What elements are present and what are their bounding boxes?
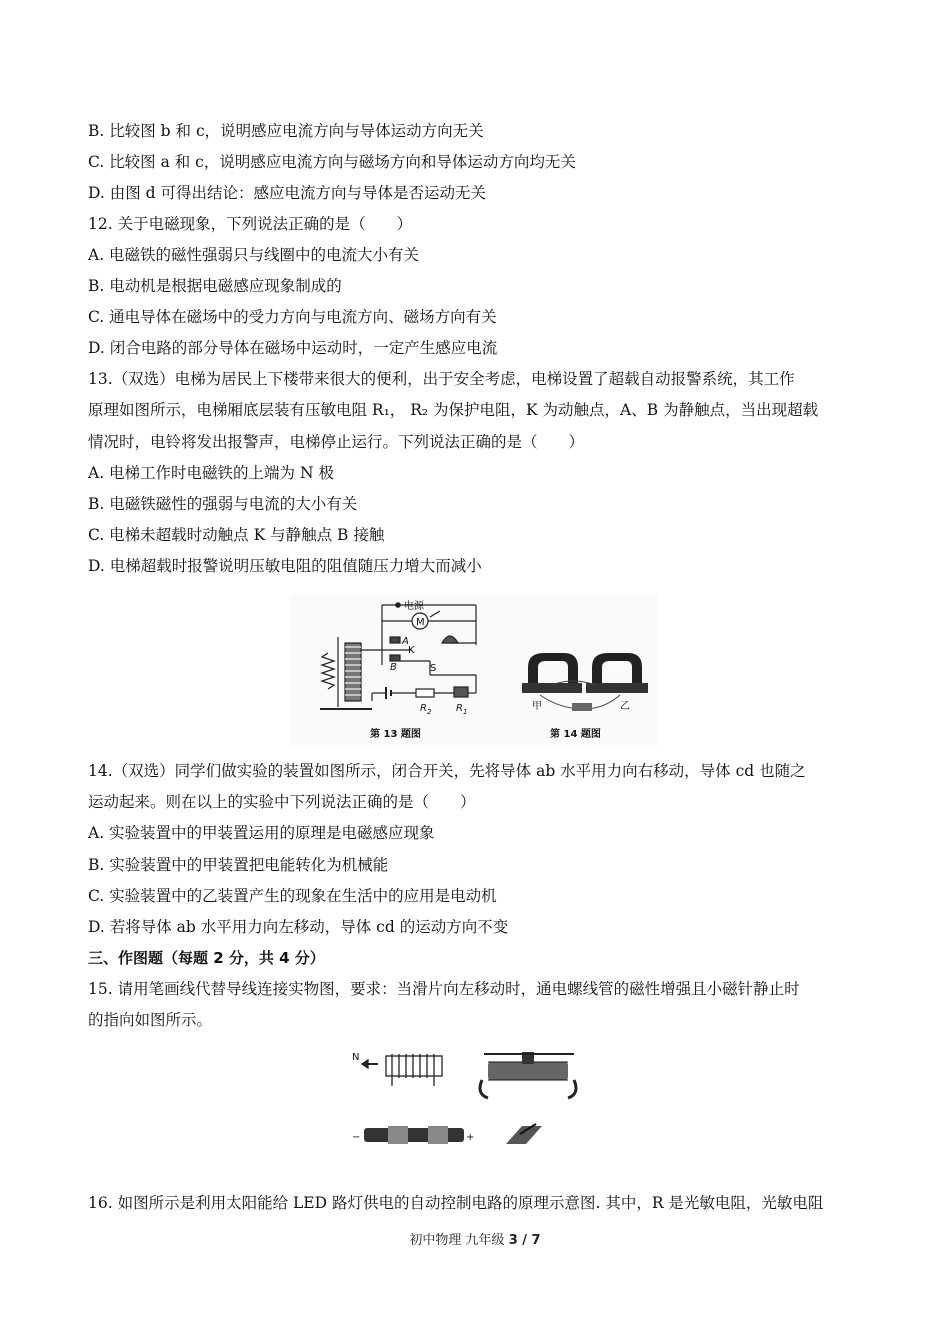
option-14c: C. 实验装置中的乙装置产生的现象在生活中的应用是电动机: [88, 887, 497, 905]
option-12c: C. 通电导体在磁场中的受力方向与电流方向、磁场方向有关: [88, 308, 497, 326]
figure-13-14: [290, 595, 658, 747]
option-12d: D. 闭合电路的部分导体在磁场中运动时，一定产生感应电流: [88, 339, 498, 357]
label-r2: $R_2$: [420, 703, 432, 716]
label-yi: 乙: [620, 701, 630, 712]
figure-13-circuit: [320, 603, 476, 709]
option-13b: B. 电磁铁磁性的强弱与电流的大小有关: [88, 495, 358, 513]
question-13-stem-line2: 原理如图所示，电梯厢底层装有压敏电阻 R₁， R₂ 为保护电阻，K 为动触点，A、B 为静触点，当出现超载: [88, 401, 819, 419]
figure-15: [348, 1040, 588, 1180]
option-13c: C. 电梯未超载时动触点 K 与静触点 B 接触: [88, 526, 385, 544]
label-a: A: [402, 636, 409, 647]
question-13-stem-line1: 13.（双选）电梯为居民上下楼带来很大的便利，出于安全考虑，电梯设置了超载自动报警系统，其工作: [88, 370, 795, 388]
option-14a: A. 实验装置中的甲装置运用的原理是电磁感应现象: [88, 824, 435, 842]
label-plus: +: [466, 1132, 475, 1143]
option-14b: B. 实验装置中的甲装置把电能转化为机械能: [88, 856, 389, 874]
question-12-stem: 12. 关于电磁现象，下列说法正确的是（ ）: [88, 215, 413, 233]
caption-fig13: 第 13 题图: [370, 729, 421, 740]
option-13a: A. 电梯工作时电磁铁的上端为 N 极: [88, 464, 334, 482]
figure-15-battery: [364, 1126, 464, 1144]
figure-15-solenoid: [362, 1054, 442, 1086]
page-footer: [0, 1229, 950, 1248]
option-11c: C. 比较图 a 和 c，说明感应电流方向与磁场方向和导体运动方向均无关: [88, 153, 576, 171]
caption-fig14: 第 14 题图: [550, 729, 601, 740]
label-motor: M: [416, 617, 425, 628]
label-fig14-b: b: [538, 665, 545, 676]
page-number: 3 / 7: [508, 1233, 541, 1248]
label-n: N: [352, 1052, 360, 1063]
label-jia: 甲: [532, 701, 542, 712]
option-13d: D. 电梯超载时报警说明压敏电阻的阻值随压力增大而减小: [88, 557, 482, 575]
option-14d: D. 若将导体 ab 水平用力向左移动，导体 cd 的运动方向不变: [88, 918, 509, 936]
question-15-stem-line2: 的指向如图所示。: [88, 1011, 213, 1029]
label-k: K: [408, 645, 415, 656]
question-14-stem-line1: 14.（双选）同学们做实验的装置如图所示，闭合开关，先将导体 ab 水平用力向右移动，导体 cd 也随之: [88, 762, 806, 780]
label-b: B: [390, 662, 397, 673]
question-16-stem: 16. 如图所示是利用太阳能给 LED 路灯供电的自动控制电路的原理示意图. 其中，R 是光敏电阻，光敏电阻: [88, 1194, 824, 1212]
section-3-heading: 三、作图题（每题 2 分，共 4 分）: [88, 949, 325, 967]
question-15-stem-line1: 15. 请用笔画线代替导线连接实物图，要求：当滑片向左移动时，通电螺线管的磁性增强且小磁针静止时: [88, 980, 800, 998]
option-12a: A. 电磁铁的磁性强弱只与线圈中的电流大小有关: [88, 246, 420, 264]
label-minus: −: [352, 1132, 361, 1143]
option-11d: D. 由图 d 可得出结论：感应电流方向与导体是否运动无关: [88, 184, 487, 202]
question-14-stem-line2: 运动起来。则在以上的实验中下列说法正确的是（ ）: [88, 793, 476, 811]
figure-15-rheostat: [480, 1052, 576, 1098]
option-11b: B. 比较图 b 和 c，说明感应电流方向与导体运动方向无关: [88, 122, 484, 140]
label-power: 电源: [404, 601, 424, 612]
label-r1: $R_1$: [456, 703, 468, 716]
label-fig14-d: d: [612, 665, 619, 676]
label-s: S: [430, 663, 437, 674]
option-12b: B. 电动机是根据电磁感应现象制成的: [88, 277, 342, 295]
figure-15-switch: [506, 1124, 542, 1144]
footer-text: 初中物理 九年级: [409, 1233, 509, 1248]
question-13-stem-line3: 情况时，电铃将发出报警声，电梯停止运行。下列说法正确的是（ ）: [88, 433, 585, 451]
